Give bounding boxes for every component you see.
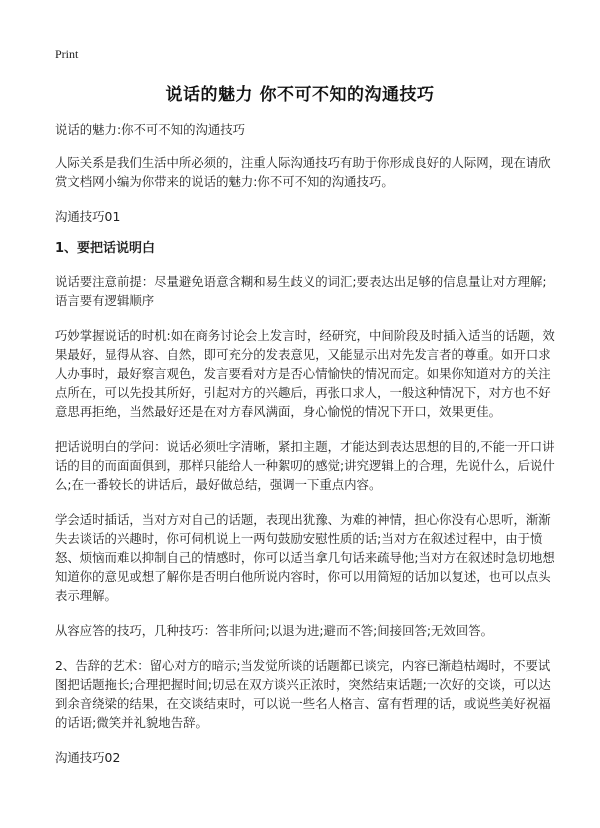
page-title: 说话的魅力 你不可不知的沟通技巧	[165, 85, 435, 105]
article-body	[55, 120, 555, 780]
paragraph-farewell: 2、告辞的艺术：留心对方的暗示;当发觉所谈的话题都已谈完，内容已渐趋枯竭时，不要试图把话题拖长;合理把握时间;切忌在双方谈兴正浓时，突然结束话题;一次好的交谈，可以达到余音绕梁的结果，在交谈结束时，可以说一些名人格言、富有哲理的话，或说些美好祝福的话语;微笑并礼貌地告辞。	[55, 658, 551, 730]
paragraph-answering: 从容应答的技巧，几种技巧：答非所问;以退为进;避而不答;间接回答;无效回答。	[55, 623, 493, 638]
section-heading-1: 1、要把话说明白	[55, 241, 156, 256]
section-label-02: 沟通技巧02	[55, 750, 121, 765]
paragraph-clarity: 把话说明白的学问：说话必须吐字清晰，紧扣主题，才能达到表达思想的目的,不能一开口讲话的目的而面面俱到，那样只能给人一种絮叨的感觉;讲究逻辑上的合理，先说什么，后说什么;在一番较长的讲话后，最好做总结，强调一下重点内容。	[55, 439, 555, 492]
paragraph-timing: 巧妙掌握说话的时机:如在商务讨论会上发言时，经研究，中间阶段及时插入适当的话题，效果最好，显得从容、自然，即可充分的发表意见，又能显示出对先发言者的尊重。如开口求人办事时，最好察言观色，发言要看对方是否心情愉快的情况而定。如果你知道对方的关注点所在，可以先投其所好，引起对方的兴趣后，再张口求人，一般这种情况下，对方也不好意思再拒绝，当然最好还是在对方春风满面，身心愉悦的情况下开口，效果更佳。	[55, 328, 555, 419]
article-subtitle: 说话的魅力:你不可不知的沟通技巧	[55, 122, 246, 137]
intro-paragraph: 人际关系是我们生活中所必须的，注重人际沟通技巧有助于你形成良好的人际网，现在请欣赏文档网小编为你带来的说话的魅力:你不可不知的沟通技巧。	[55, 155, 551, 189]
paragraph-interjecting: 学会适时插话，当对方对自己的话题，表现出犹豫、为难的神情，担心你没有心思听，渐渐失去谈话的兴趣时，你可伺机说上一两句鼓励安慰性质的话;当对方在叙述过程中，由于愤怒、烦恼而难以抑制自己的情感时，你可以适当拿几句话来疏导他;当对方在叙述时急切地想知道你的意见或想了解你是否明白他所说内容时，你可以用简短的话加以复述，也可以点头表示理解。	[55, 512, 555, 603]
paragraph-premise: 说话要注意前提：尽量避免语意含糊和易生歧义的词汇;要表达出足够的信息量让对方理解;语言要有逻辑顺序	[55, 274, 547, 308]
section-label-01: 沟通技巧01	[55, 209, 121, 224]
print-link[interactable]: Print	[55, 47, 79, 61]
